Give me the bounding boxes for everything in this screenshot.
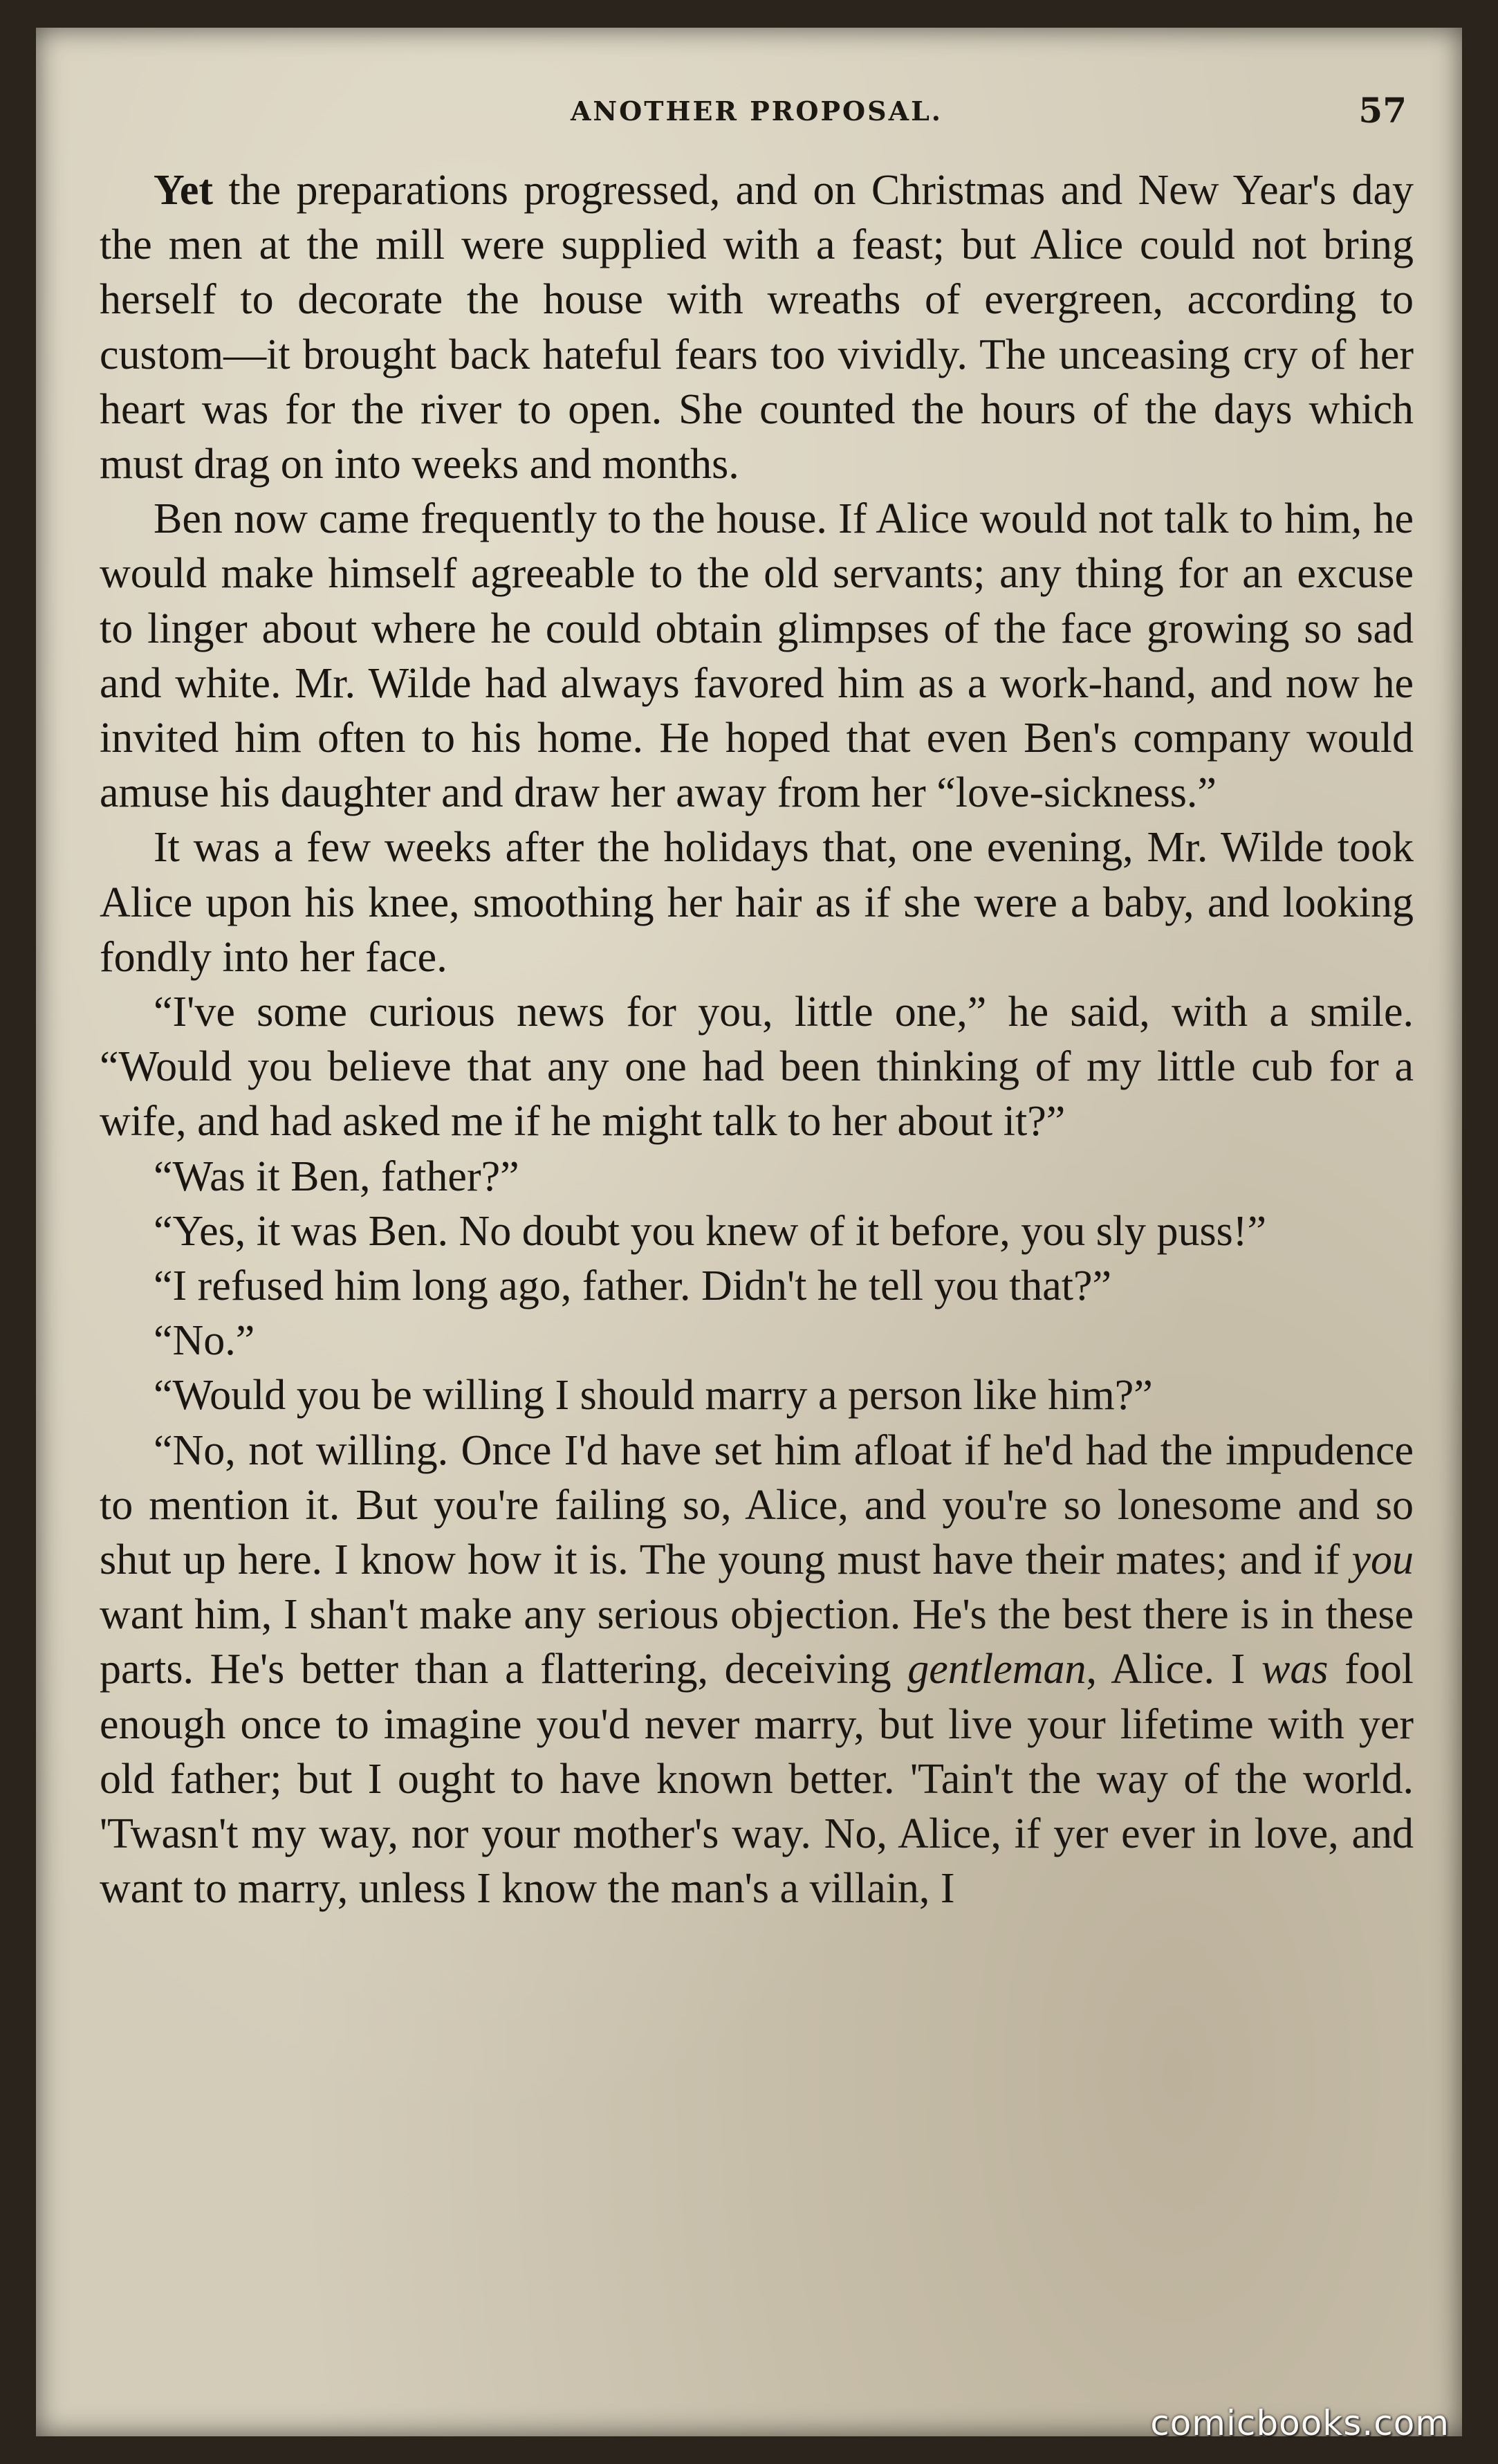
paragraph-7: “I refused him long ago, father. Didn't he tell you that?” [154,1262,1112,1310]
paragraph-9: “Would you be willing I should marry a person like him?” [154,1372,1153,1419]
italic-you: you [1351,1536,1414,1584]
page-number: 57 [1358,90,1407,131]
paragraph-2: Ben now came frequently to the house. If Alice would not talk to him, he would make himself agreeable to the old servants; any thing for an excuse to linger about where he could obtain glimpses of the face growing so sad and white. Mr. Wilde had always favored him as a work-hand, and now he invited him often to his home. He hoped that even Ben's company would amuse his daughter and draw her away from her “love-sickness.” [100,495,1414,817]
paragraph-8: “No.” [154,1317,255,1365]
page-header [100,90,1414,138]
paragraph-1 [100,163,1414,492]
paragraph-5: “Was it Ben, father?” [154,1152,519,1200]
watermark: comicbooks.com [1150,2403,1450,2443]
paragraph-1-lead-word: Yet [154,167,214,214]
paragraph-3: It was a few weeks after the holidays that, one evening, Mr. Wilde took Alice upon his knee, smoothing her hair as if she were a baby, and looking fondly into her face. [100,824,1414,981]
running-head: ANOTHER PROPOSAL. [570,95,943,127]
italic-was: was [1261,1646,1329,1693]
paragraph-10-part-d: fool enough once to imagine you'd never marry, but live your lifetime with yer old father; but I ought to have known better. 'Tain't the way of the world. 'Twasn't my way, nor your mother's way. No, Alice, if yer ever in love, and want to marry, unless I know the man's a villain, I [100,1646,1414,1913]
paragraph-10-part-c: , Alice. I [1086,1646,1261,1693]
paragraph-10 [100,1424,1414,1917]
body-text [100,163,1414,1917]
paragraph-4: “I've some curious news for you, little one,” he said, with a smile. “Would you believe that any one had been thinking of my little cub for a wife, and had asked me if he might talk to her about it?” [100,989,1414,1146]
book-page [36,28,1462,2436]
italic-gentleman: gentleman [907,1646,1086,1693]
paragraph-1-text: the preparations progressed, and on Christmas and New Year's day the men at the mill were supplied with a feast; but Alice could not bring herself to decorate the house with wreaths of evergreen, according to custom—it brought back hateful fears too vividly. The unceasing cry of her heart was for the river to open. She counted the hours of the days which must drag on into weeks and months. [100,167,1414,488]
paragraph-10-part-a: “No, not willing. Once I'd have set him afloat if he'd had the impudence to mention it. But you're failing so, Alice, and you're so lonesome and so shut up here. I know how it is. The young must have their mates; and if [100,1426,1414,1584]
paragraph-10-part-b: want him, I shan't make any serious objection. He's the best there is in these parts. He's better than a flattering, deceiving [100,1591,1414,1693]
paragraph-6: “Yes, it was Ben. No doubt you knew of it before, you sly puss!” [154,1207,1266,1255]
